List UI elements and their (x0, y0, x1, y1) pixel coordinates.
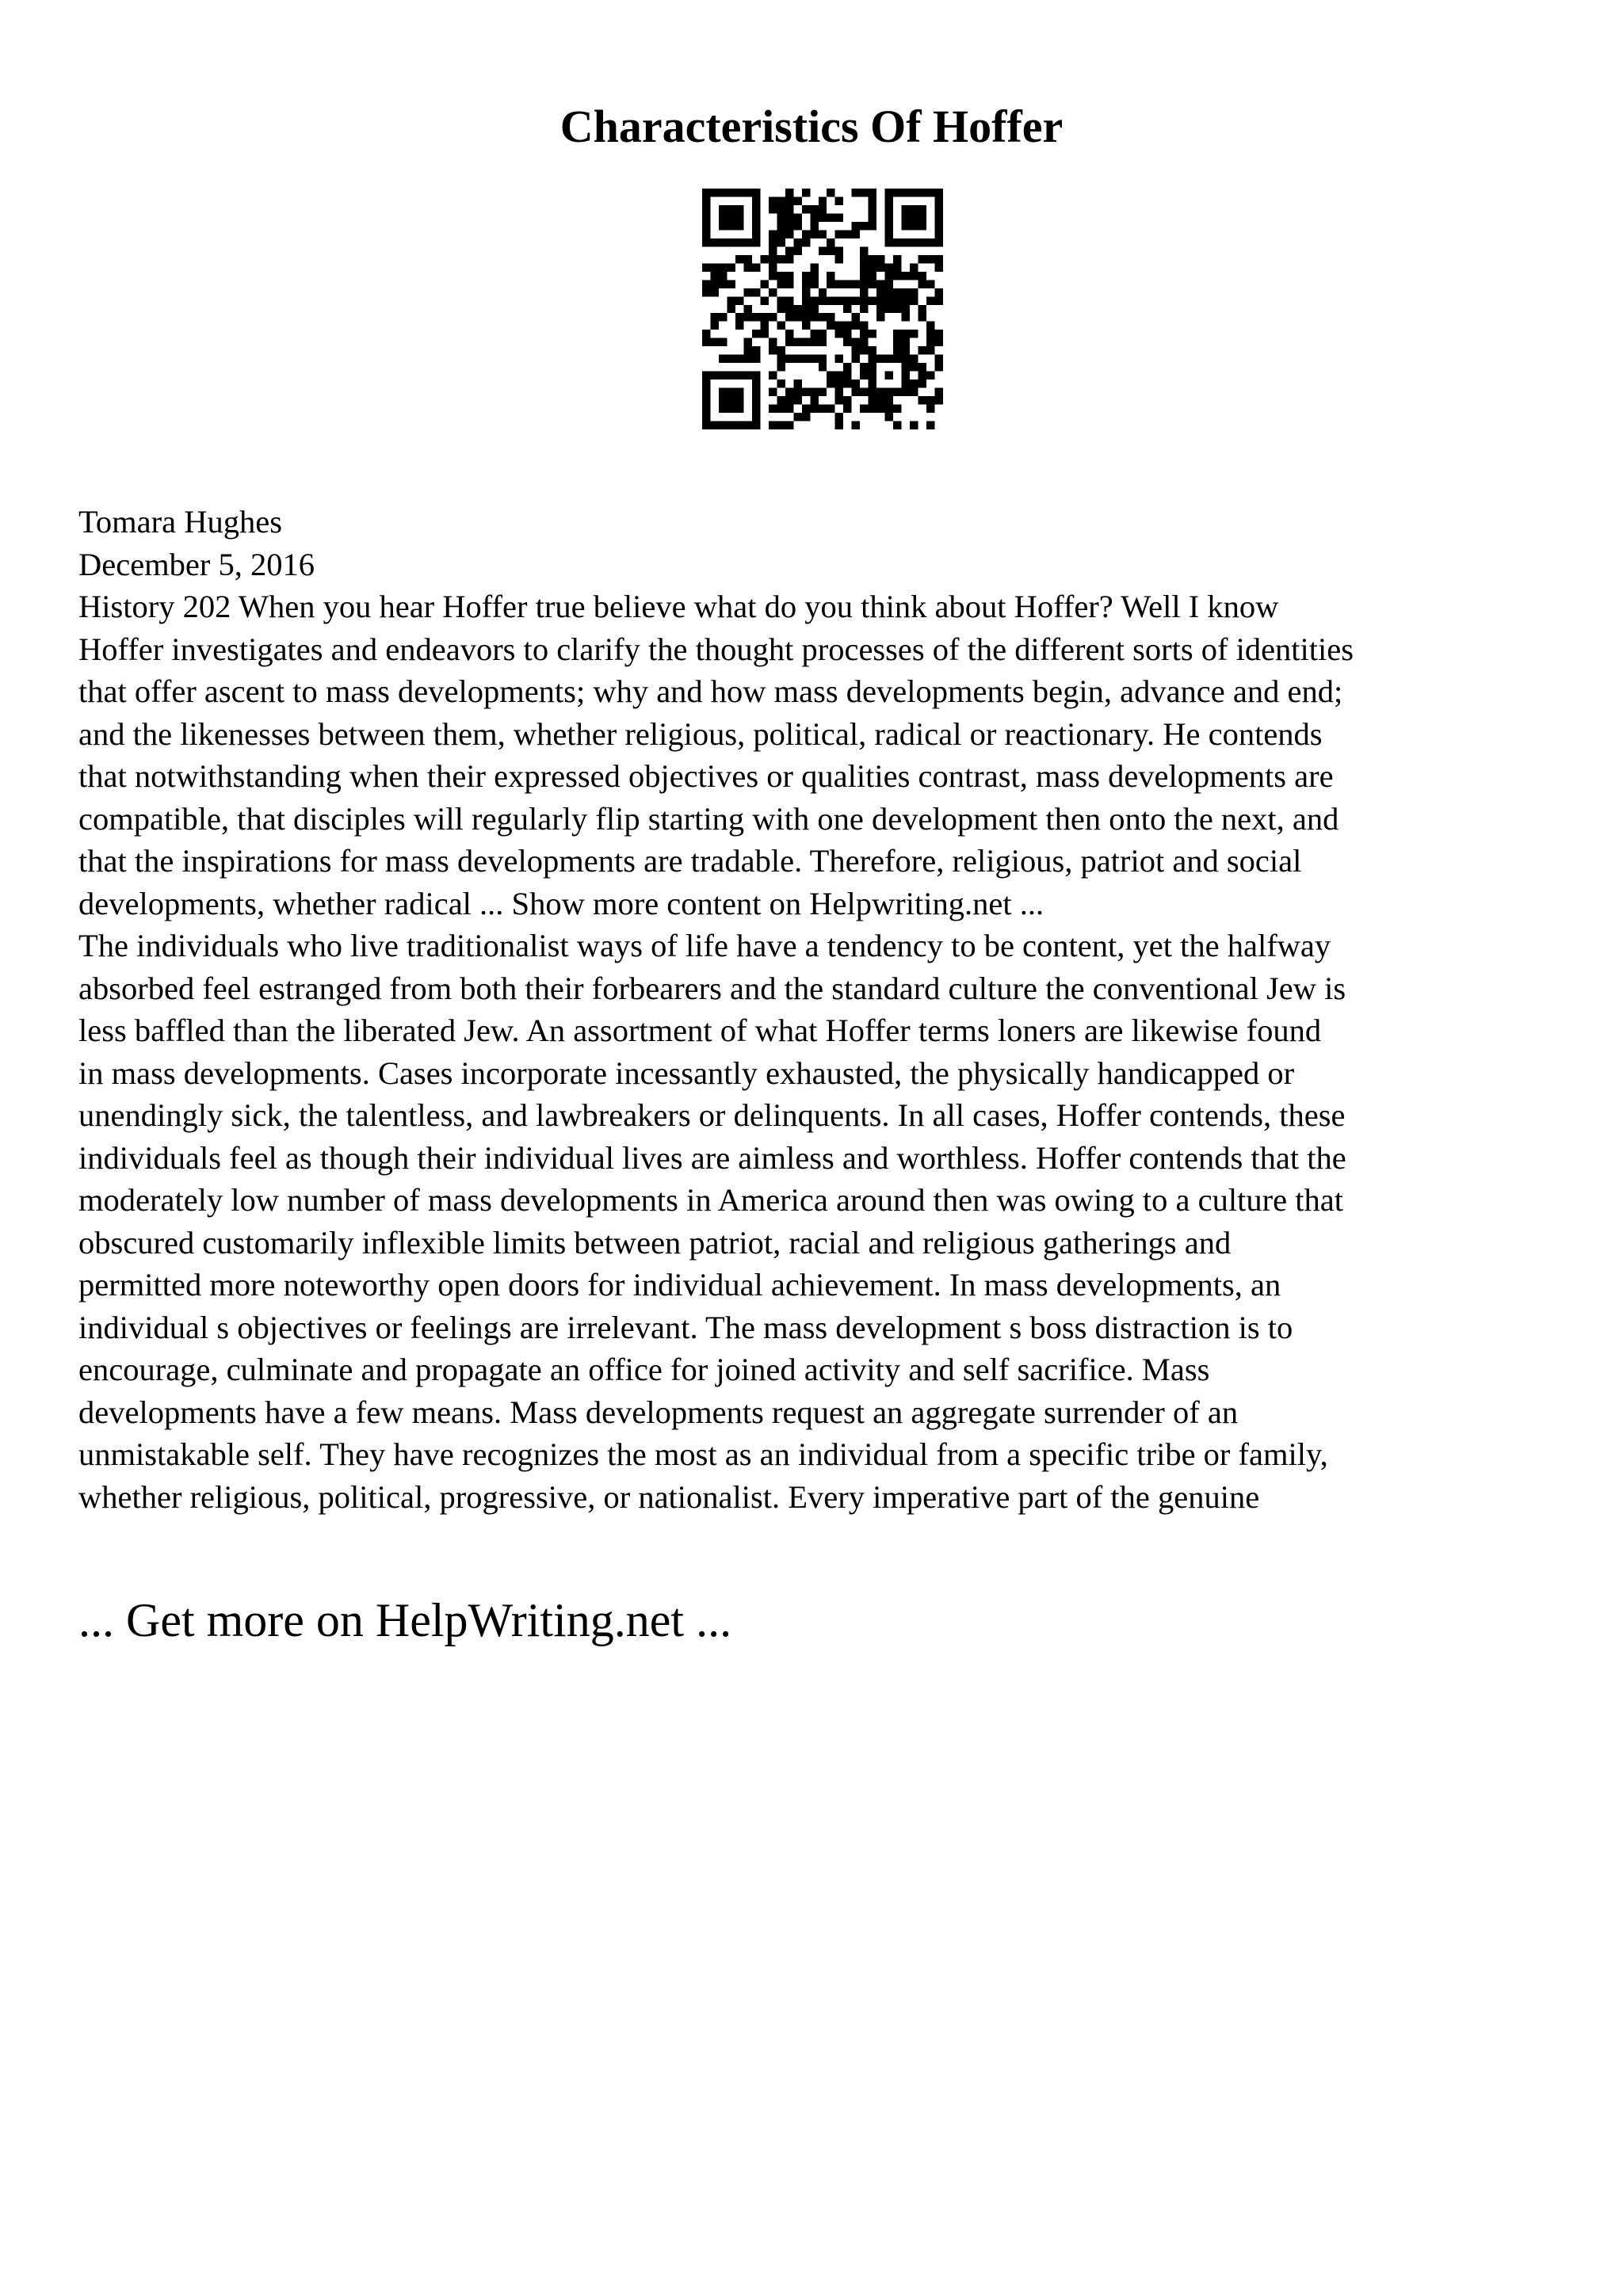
paragraph-2-line: encourage, culminate and propagate an office for joined activity and self sacrifice. Mass (78, 1352, 1210, 1387)
paragraph-1-line: that offer ascent to mass developments; why and how mass developments begin, advance and end; (78, 673, 1343, 709)
author-name: Tomara Hughes (78, 504, 282, 540)
get-more-link[interactable]: ... Get more on HelpWriting.net ... (78, 1594, 732, 1646)
paragraph-2-line: permitted more noteworthy open doors for individual achievement. In mass developments, an (78, 1267, 1281, 1302)
paragraph-2-line: moderately low number of mass developments in America around then was owing to a culture that (78, 1182, 1343, 1218)
paragraph-2-line: individuals feel as though their individual lives are aimless and worthless. Hoffer contends that the (78, 1139, 1346, 1176)
qr-code-graphic (702, 189, 943, 429)
paragraph-2-line: whether religious, political, progressive, or nationalist. Every imperative part of the genuine (78, 1478, 1260, 1515)
paragraph-1-line: compatible, that disciples will regularly flip starting with one development then onto the next, and (78, 800, 1339, 837)
paragraph-1-line: that the inspirations for mass developments are tradable. Therefore, religious, patriot and social (78, 843, 1302, 879)
paragraph-2-line: The individuals who live traditionalist ways of life have a tendency to be content, yet the halfway (78, 928, 1331, 963)
paragraph-1-line: Hoffer investigates and endeavors to clarify the thought processes of the different sorts of identities (78, 631, 1354, 667)
document-title: Characteristics Of Hoffer (559, 101, 1064, 152)
qr-code-icon (702, 189, 943, 429)
paragraph-2-line: developments have a few means. Mass developments request an aggregate surrender of an (78, 1394, 1239, 1430)
document-date: December 5, 2016 (78, 546, 315, 582)
paragraph-2-line: individual s objectives or feelings are irrelevant. The mass development s boss distraction is to (78, 1309, 1293, 1345)
paragraph-1-line: and the likenesses between them, whether religious, political, radical or reactionary. He contends (78, 715, 1323, 752)
paragraph-2-line: absorbed feel estranged from both their forbearers and the standard culture the conventional Jew is (78, 970, 1346, 1006)
paragraph-2-line: obscured customarily inflexible limits between patriot, racial and religious gatherings and (78, 1224, 1232, 1261)
paragraph-2-line: less baffled than the liberated Jew. An assortment of what Hoffer terms loners are likewise found (78, 1013, 1322, 1048)
document-body (78, 501, 1560, 1518)
paragraph-2-line: unendingly sick, the talentless, and lawbreakers or delinquents. In all cases, Hoffer contends, these (78, 1097, 1346, 1133)
paragraph-1-line: that notwithstanding when their expressed objectives or qualities contrast, mass developments are (78, 758, 1334, 794)
paragraph-1-line: developments, whether radical ... Show more content on Helpwriting.net ... (78, 885, 1044, 921)
paragraph-1-line: History 202 When you hear Hoffer true believe what do you think about Hoffer? Well I know (78, 589, 1279, 624)
paragraph-2-line: unmistakable self. They have recognizes the most as an individual from a specific tribe or family, (78, 1436, 1328, 1472)
paragraph-2-line: in mass developments. Cases incorporate incessantly exhausted, the physically handicapped or (78, 1055, 1295, 1091)
